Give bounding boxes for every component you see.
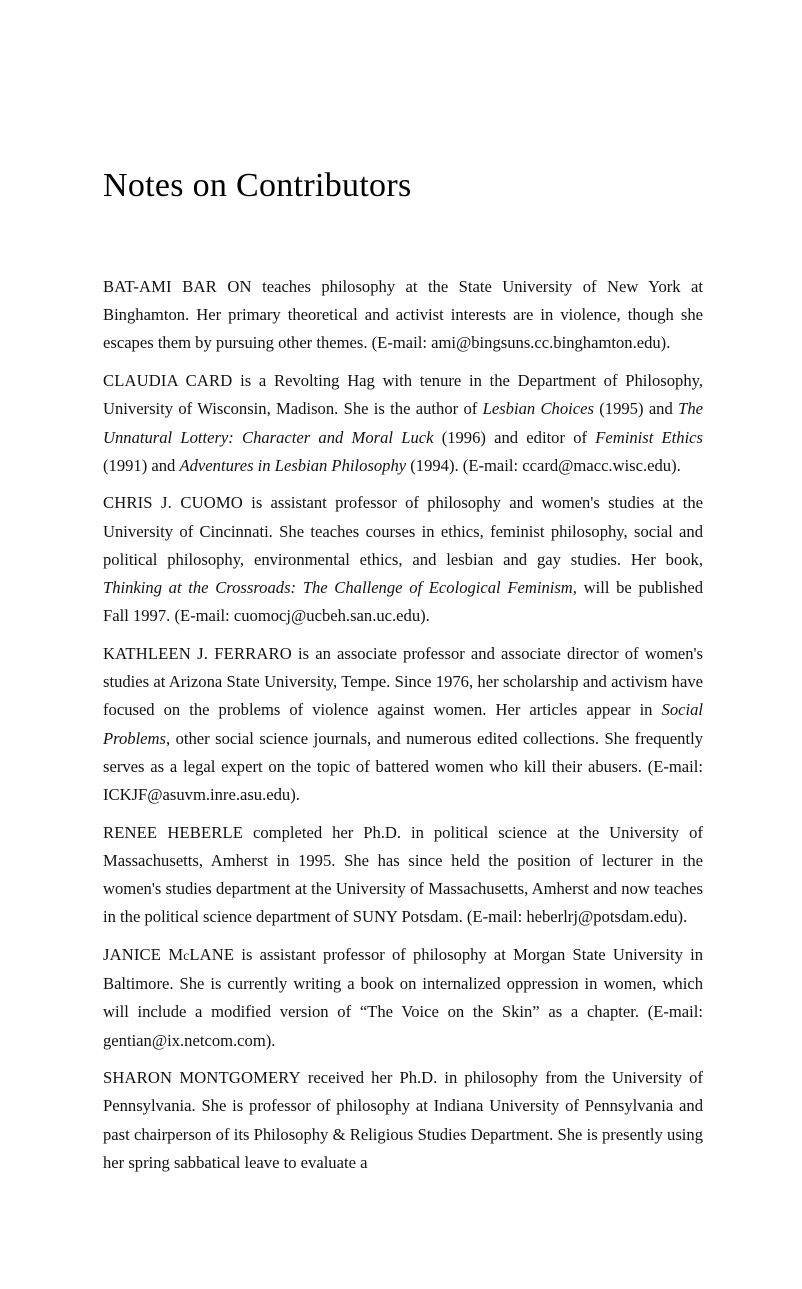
contributor-bio-text: received her Ph.D. in philosophy from the University of Pennsylvania. She is professor of philosophy at Indiana University of Pennsylvania and past chairperson of its Philosophy & Religious Studies Department. She is presently using her spring sabbatical leave to evaluate a (103, 1068, 704, 1172)
contributor-name: KATHLEEN J. FERRARO (103, 643, 292, 663)
contributor-entry (103, 819, 703, 932)
contributor-bio-text: (1991) and (103, 455, 180, 475)
contributor-bio-text: is assistant professor of philosophy at Morgan State University in Baltimore. She is currently writing a book on internalized oppression in women, which will include a modified version of “The Voice on the Skin” as a chapter. (E-mail: gentian@ix.netcom.com). (103, 944, 703, 1050)
work-title-italic: Thinking at the Crossroads: The Challenge of Ecological Feminism (103, 578, 573, 598)
work-title-italic: Adventures in Lesbian Philosophy (179, 455, 407, 475)
contributor-entry (103, 941, 703, 1055)
contributor-bio-text: teaches philosophy at the State University of New York at Binghamton. Her primary theoretical and activist interests are in violence, though she escapes them by pursuing other themes. (E-mail: ami@bingsuns.cc.binghamton.edu). (103, 277, 703, 353)
contributor-bio-text: completed her Ph.D. in political science at the University of Massachusetts, Amherst in 1995. She has since held the position of lecturer in the women's studies department at the University of Massachusetts, Amherst and now teaches in the political science department of SUNY Potsdam. (E-mail: heberlrj@potsdam.edu). (103, 822, 703, 927)
contributor-bio-text: (1994). (E-mail: ccard@macc.wisc.edu). (406, 455, 681, 475)
contributor-entry (103, 273, 703, 358)
contributor-bio-text: , other social science journals, and numerous edited collections. She frequently serves as a legal expert on the topic of battered women who kill their abusers. (E-mail: ICKJF@asuvm.inre.asu.edu). (103, 728, 703, 804)
contributor-bio-text: (1995) and (593, 399, 679, 419)
contributor-name: RENEE HEBERLE (103, 822, 244, 842)
page-title: Notes on Contributors (103, 167, 412, 204)
contributor-entry (103, 640, 703, 809)
contributor-bio-text: is a Revolting Hag with tenure in the Department of Philosophy, University of Wisconsin, Madison. She is the author of (103, 371, 703, 419)
contributor-name: JANICE McLANE (103, 944, 235, 964)
contributor-name: CLAUDIA CARD (103, 371, 233, 391)
contributor-name: CHRIS J. CUOMO (103, 493, 243, 513)
contributor-entry (103, 1064, 703, 1177)
contributor-entry (103, 367, 703, 480)
contributor-name: SHARON MONTGOMERY (103, 1068, 301, 1088)
contributor-bio-text: is assistant professor of philosophy and women's studies at the University of Cincinnati. She teaches courses in ethics, feminist philosophy, social and political philosophy, environmental ethics, and lesbian and gay studies. Her book, (103, 493, 703, 569)
work-title-italic: Feminist Ethics (595, 427, 704, 447)
contributor-bio-text: is an associate professor and associate director of women's studies at Arizona State University, Tempe. Since 1976, her scholarship and activism have focused on the problems of violence against women. Her articles appear in (103, 643, 703, 720)
contributor-entry (103, 489, 703, 630)
contributor-bio-text: (1996) and editor of (433, 427, 596, 447)
contributor-bio-text: , will be published Fall 1997. (E-mail: cuomocj@ucbeh.san.uc.edu). (103, 578, 703, 626)
work-title-italic: Lesbian Choices (482, 399, 594, 419)
contributor-entries-list (103, 206, 703, 1177)
page-content-column (103, 0, 703, 1177)
work-title-italic: Social Problems (103, 700, 703, 748)
contributor-name: BAT-AMI BAR ON (103, 277, 252, 296)
work-title-italic: The Unnatural Lottery: Character and Moral Luck (103, 399, 703, 447)
